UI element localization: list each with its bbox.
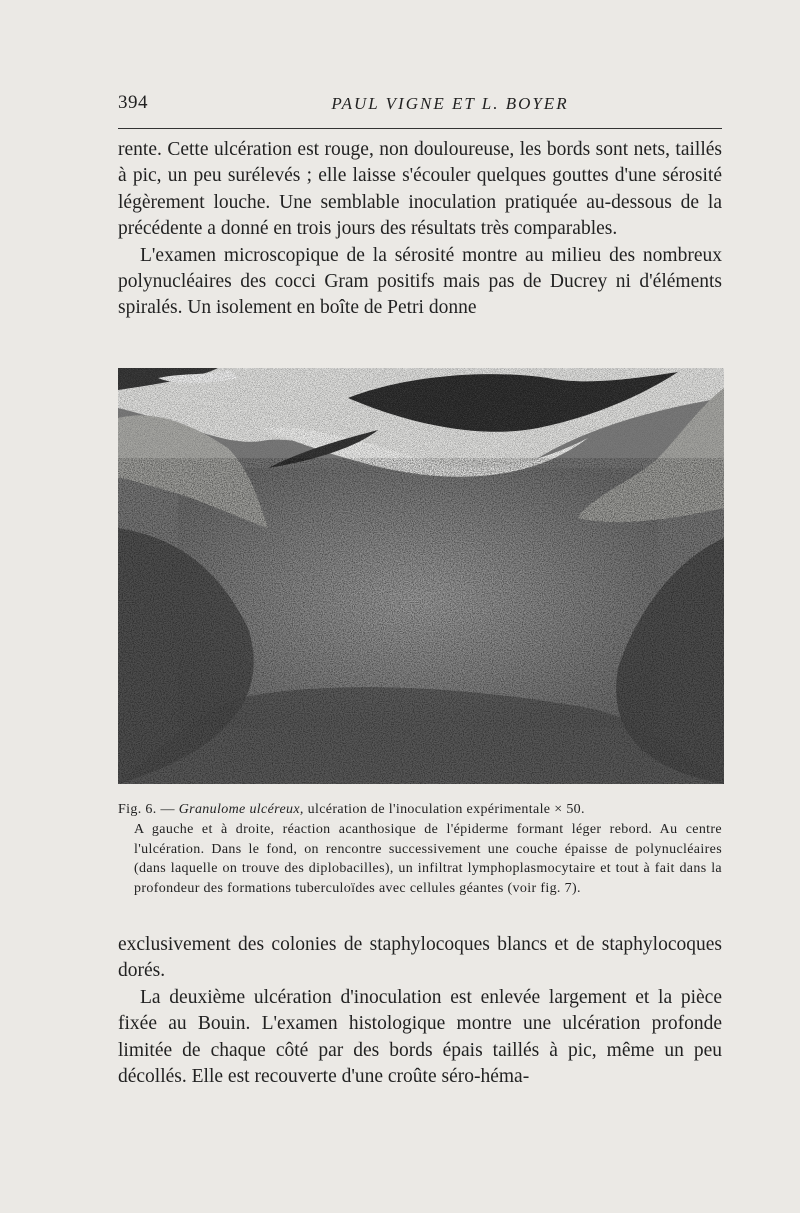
body-text-top: [118, 137, 722, 322]
caption-first-text: ulcération de l'inoculation expérimentale × 50.: [303, 802, 585, 817]
paragraph: exclusivement des colonies de staphylocoques blancs et de staphylocoques dorés.: [118, 934, 722, 982]
micrograph-image: [118, 368, 724, 784]
caption-body: A gauche et à droite, réaction acanthosique de l'épiderme formant léger rebord. Au centre l'ulcération. Dans le fond, on rencontre successivement une couche épaisse de polynucléaires (dans laquelle on trouve des diplobacilles), un infiltrat lymphoplasmocytaire et tout à fait dans la profondeur des formations tuberculoïdes avec cellules géantes (voir fig. 7).: [134, 821, 722, 897]
paragraph: L'examen microscopique de la sérosité montre au milieu des nombreux polynucléaires des cocci Gram positifs mais pas de Ducrey ni d'éléments spiralés. Un isolement en boîte de Petri donne: [118, 244, 722, 319]
caption-prefix: Fig. 6. —: [118, 802, 179, 817]
paragraph: rente. Cette ulcération est rouge, non douloureuse, les bords sont nets, taillés à pic, un peu surélevés ; elle laisse s'écouler quelques gouttes d'une sérosité légèrement louche. Une semblable inoculation pratiquée au-dessous de la précédente a donné en trois jours des résultats très comparables.: [118, 139, 722, 240]
page-number: 394: [118, 92, 148, 113]
figure-caption: [118, 800, 722, 899]
header-rule: [118, 128, 722, 129]
micrograph-figure: [118, 368, 724, 784]
running-head: PAUL VIGNE ET L. BOYER: [331, 94, 569, 113]
caption-title: Granulome ulcéreux,: [178, 802, 304, 817]
body-text-bottom: [118, 932, 722, 1090]
paragraph: La deuxième ulcération d'inoculation est enlevée largement et la pièce fixée au Bouin. L'examen histologique montre une ulcération profonde limitée de chaque côté par des bords épais taillés à pic, même un peu décollés. Elle est recouverte d'une croûte séro-héma-: [118, 986, 722, 1088]
page-header: [118, 90, 722, 126]
caption-first-line: [118, 800, 722, 820]
